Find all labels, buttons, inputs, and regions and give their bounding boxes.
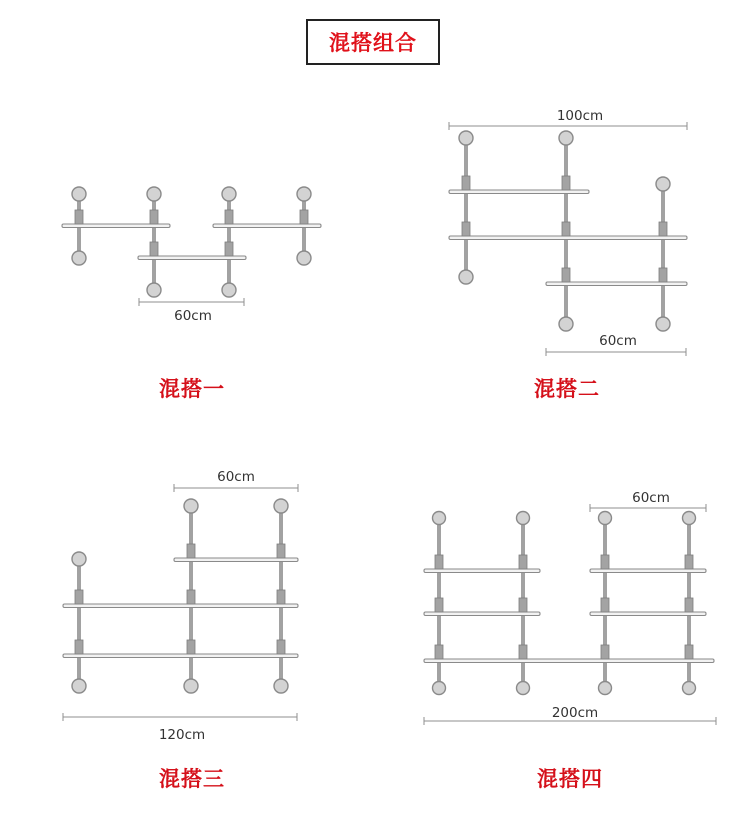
- config-3-drawing: [63, 469, 298, 743]
- config-4-dimension-bottom: 200cm: [551, 705, 599, 721]
- config-2-drawing: [449, 108, 687, 356]
- page-title: 混搭组合: [306, 19, 440, 65]
- config-2-dimension-top: 100cm: [556, 108, 604, 124]
- config-3-caption: 混搭三: [159, 767, 225, 791]
- config-1-drawing: [62, 187, 321, 324]
- config-2-dimension-bottom: 60cm: [599, 333, 637, 349]
- config-1-caption: 混搭一: [159, 377, 225, 401]
- config-4-drawing: [424, 490, 716, 725]
- config-4-dimension-top: 60cm: [632, 490, 670, 506]
- config-2-caption: 混搭二: [534, 377, 600, 401]
- config-4-caption: 混搭四: [537, 767, 603, 791]
- config-3-dimension-bottom: 120cm: [158, 727, 206, 743]
- config-1-dimension: 60cm: [174, 308, 212, 324]
- config-3-dimension-top: 60cm: [217, 469, 255, 485]
